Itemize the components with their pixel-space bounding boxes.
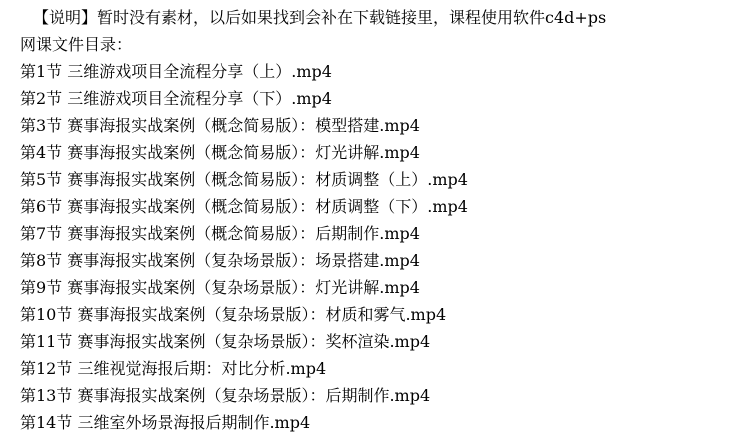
- file-list-item: 第7节 赛事海报实战案例（概念简易版）：后期制作.mp4: [20, 224, 420, 243]
- file-list-item: 第11节 赛事海报实战案例（复杂场景版）：奖杯渲染.mp4: [20, 332, 431, 351]
- file-list-item: 第9节 赛事海报实战案例（复杂场景版）：灯光讲解.mp4: [20, 278, 420, 297]
- note-line: 【说明】暂时没有素材，以后如果找到会补在下载链接里，课程使用软件c4d+ps: [33, 8, 607, 27]
- file-list-item: 第12节 三维视觉海报后期：对比分析.mp4: [20, 359, 327, 378]
- file-list-item: 第14节 三维室外场景海报后期制作.mp4: [20, 413, 311, 432]
- file-list-item: 第13节 赛事海报实战案例（复杂场景版）：后期制作.mp4: [20, 386, 431, 405]
- file-list-item: 第2节 三维游戏项目全流程分享（下）.mp4: [20, 89, 332, 108]
- file-list-item: 第5节 赛事海报实战案例（概念简易版）：材质调整（上）.mp4: [20, 170, 468, 189]
- file-list-item: 第6节 赛事海报实战案例（概念简易版）：材质调整（下）.mp4: [20, 197, 468, 216]
- file-list-item: 第10节 赛事海报实战案例（复杂场景版）：材质和雾气.mp4: [20, 305, 447, 324]
- file-list-item: 第8节 赛事海报实战案例（复杂场景版）：场景搭建.mp4: [20, 251, 420, 270]
- file-list-item: 第4节 赛事海报实战案例（概念简易版）：灯光讲解.mp4: [20, 143, 420, 162]
- directory-heading: 网课文件目录：: [20, 35, 133, 54]
- file-list-item: 第3节 赛事海报实战案例（概念简易版）：模型搭建.mp4: [20, 116, 420, 135]
- file-list-item: 第1节 三维游戏项目全流程分享（上）.mp4: [20, 62, 332, 81]
